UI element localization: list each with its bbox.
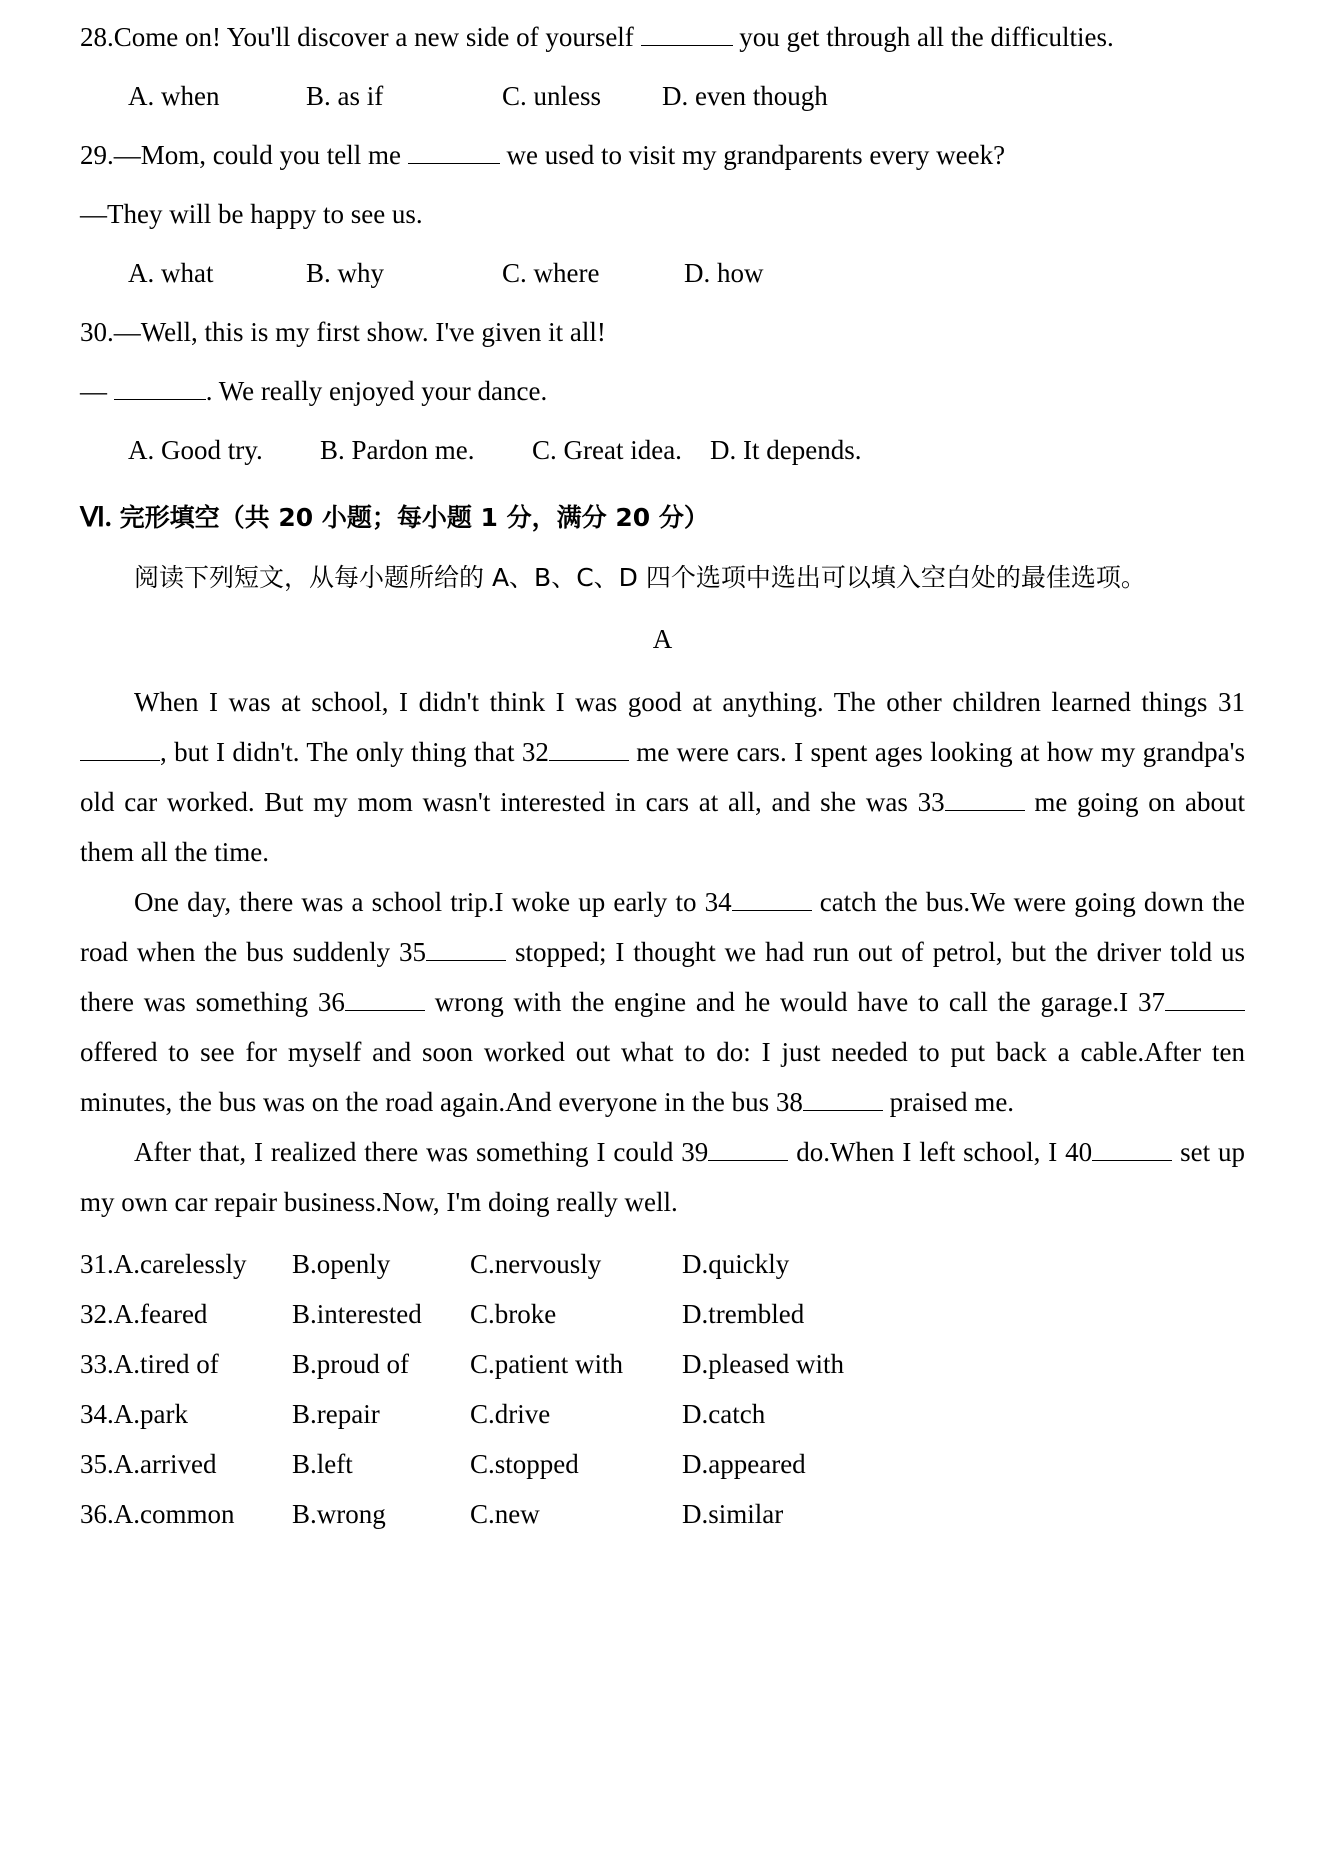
question-29 (80, 126, 1245, 185)
question-29-options (80, 244, 1245, 303)
answer-blank-37 (1165, 988, 1245, 1011)
choice-33-a[interactable]: 33.A.tired of (80, 1349, 219, 1379)
question-30-stem: —Well, this is my first show. I've given it all! (113, 317, 606, 347)
p2-text-6: praised me. (882, 1087, 1015, 1117)
choice-32-a[interactable]: 32.A.feared (80, 1299, 208, 1329)
section-label: Ⅵ. (80, 502, 112, 532)
question-28-options (80, 67, 1245, 126)
choice-36-b[interactable]: B.wrong (292, 1499, 386, 1529)
choice-33-d[interactable]: D.pleased with (682, 1349, 844, 1379)
page-content (80, 8, 1245, 1539)
choice-row (80, 1439, 1245, 1489)
choice-36-d[interactable]: D.similar (682, 1499, 784, 1529)
answer-blank-38 (803, 1088, 883, 1111)
question-30-number: 30. (80, 317, 114, 347)
answer-blank-36 (345, 988, 425, 1011)
answer-blank-40 (1092, 1138, 1172, 1161)
choice-row (80, 1289, 1245, 1339)
choice-31-c[interactable]: C.nervously (470, 1249, 602, 1279)
answer-blank (408, 141, 500, 164)
answer-blank-34 (732, 888, 812, 911)
section-instruction: 阅读下列短文，从每小题所给的 A、B、C、D 四个选项中选出可以填入空白处的最佳选项。 (134, 563, 1146, 592)
choice-35-a[interactable]: 35.A.arrived (80, 1449, 217, 1479)
option-d[interactable]: D. It depends. (710, 435, 862, 465)
question-28-stem-before: Come on! You'll discover a new side of yourself (113, 22, 641, 52)
choice-31-b[interactable]: B.openly (292, 1249, 391, 1279)
choice-34-a[interactable]: 34.A.park (80, 1399, 188, 1429)
answer-blank (641, 23, 733, 46)
choice-35-b[interactable]: B.left (292, 1449, 353, 1479)
p1-text-3: me were cars. I spent ages looking at how my grandpa's old car worked. But my mom wasn't interested in cars at all, and she was 33 (80, 737, 1246, 817)
choice-35-c[interactable]: C.stopped (470, 1449, 579, 1479)
p3-text-3: set up my own car repair business.Now, I'm doing really well. (80, 1137, 1246, 1217)
p2-text-2: catch the bus.We were going down the road when the bus suddenly 35 (80, 887, 1245, 967)
choice-36-a[interactable]: 36.A.common (80, 1499, 235, 1529)
option-b[interactable]: B. why (306, 258, 385, 288)
passage-paragraph-1 (80, 677, 1245, 877)
choice-row (80, 1489, 1245, 1539)
answer-blank-33 (945, 788, 1025, 811)
choices-block (80, 1239, 1245, 1539)
option-d[interactable]: D. how (684, 258, 764, 288)
answer-blank-31 (80, 738, 160, 761)
choice-31-d[interactable]: D.quickly (682, 1249, 790, 1279)
option-a[interactable]: A. Good try. (128, 435, 263, 465)
question-30 (80, 303, 1245, 362)
option-a[interactable]: A. when (128, 81, 220, 111)
answer-blank-32 (549, 738, 629, 761)
answer-blank-35 (426, 938, 506, 961)
choice-32-d[interactable]: D.trembled (682, 1299, 805, 1329)
question-28 (80, 8, 1245, 67)
choice-33-c[interactable]: C.patient with (470, 1349, 623, 1379)
option-c[interactable]: C. unless (502, 81, 602, 111)
option-a[interactable]: A. what (128, 258, 214, 288)
option-b[interactable]: B. Pardon me. (320, 435, 475, 465)
question-29-stem-after: we used to visit my grandparents every week? (499, 140, 1006, 170)
question-28-number: 28. (80, 22, 114, 52)
p2-text-1: One day, there was a school trip.I woke up early to 34 (134, 887, 732, 917)
question-29-line2: —They will be happy to see us. (80, 199, 423, 229)
choice-32-c[interactable]: C.broke (470, 1299, 557, 1329)
passage-paragraph-2 (80, 877, 1245, 1127)
passage-title: A (652, 624, 673, 654)
choice-36-c[interactable]: C.new (470, 1499, 540, 1529)
question-30-line2-before: — (80, 376, 114, 406)
p1-text-4: me going on about them all the time. (80, 787, 1245, 867)
question-30-line2-after: . We really enjoyed your dance. (205, 376, 548, 406)
option-d[interactable]: D. even though (662, 81, 828, 111)
p3-text-2: do.When I left school, I 40 (788, 1137, 1093, 1167)
answer-blank-39 (708, 1138, 788, 1161)
choice-35-d[interactable]: D.appeared (682, 1449, 806, 1479)
section-heading (80, 486, 1245, 549)
section-title: 完形填空（共 20 小题；每小题 1 分，满分 20 分） (119, 503, 709, 532)
p1-text-2: , but I didn't. The only thing that 32 (160, 737, 549, 767)
choice-34-d[interactable]: D.catch (682, 1399, 766, 1429)
question-29-stem-before: —Mom, could you tell me (113, 140, 408, 170)
choice-row (80, 1389, 1245, 1439)
choice-row (80, 1339, 1245, 1389)
choice-34-c[interactable]: C.drive (470, 1399, 551, 1429)
passage-paragraph-3 (80, 1127, 1245, 1227)
choice-row (80, 1239, 1245, 1289)
question-29-number: 29. (80, 140, 114, 170)
p3-text-1: After that, I realized there was something I could 39 (134, 1137, 709, 1167)
choice-33-b[interactable]: B.proud of (292, 1349, 409, 1379)
choice-34-b[interactable]: B.repair (292, 1399, 380, 1429)
option-b[interactable]: B. as if (306, 81, 384, 111)
question-30-options (80, 421, 1245, 480)
option-c[interactable]: C. where (502, 258, 600, 288)
choice-31-a[interactable]: 31.A.carelessly (80, 1249, 247, 1279)
p2-text-5: offered to see for myself and soon worked out what to do: I just needed to put back a cable.After ten minutes, the bus was on the road again.And everyone in the bus 38 (80, 1037, 1245, 1117)
option-c[interactable]: C. Great idea. (532, 435, 682, 465)
p2-text-4: wrong with the engine and he would have to call the garage.I 37 (424, 987, 1165, 1017)
choice-32-b[interactable]: B.interested (292, 1299, 422, 1329)
p1-text-1: When I was at school, I didn't think I was good at anything. The other children learned things 31 (134, 687, 1245, 717)
question-30-line2 (80, 362, 1245, 421)
answer-blank (114, 377, 206, 400)
question-28-stem-after: you get through all the difficulties. (732, 22, 1114, 52)
p2-text-3: stopped; I thought we had run out of petrol, but the driver told us there was something 36 (80, 937, 1245, 1017)
